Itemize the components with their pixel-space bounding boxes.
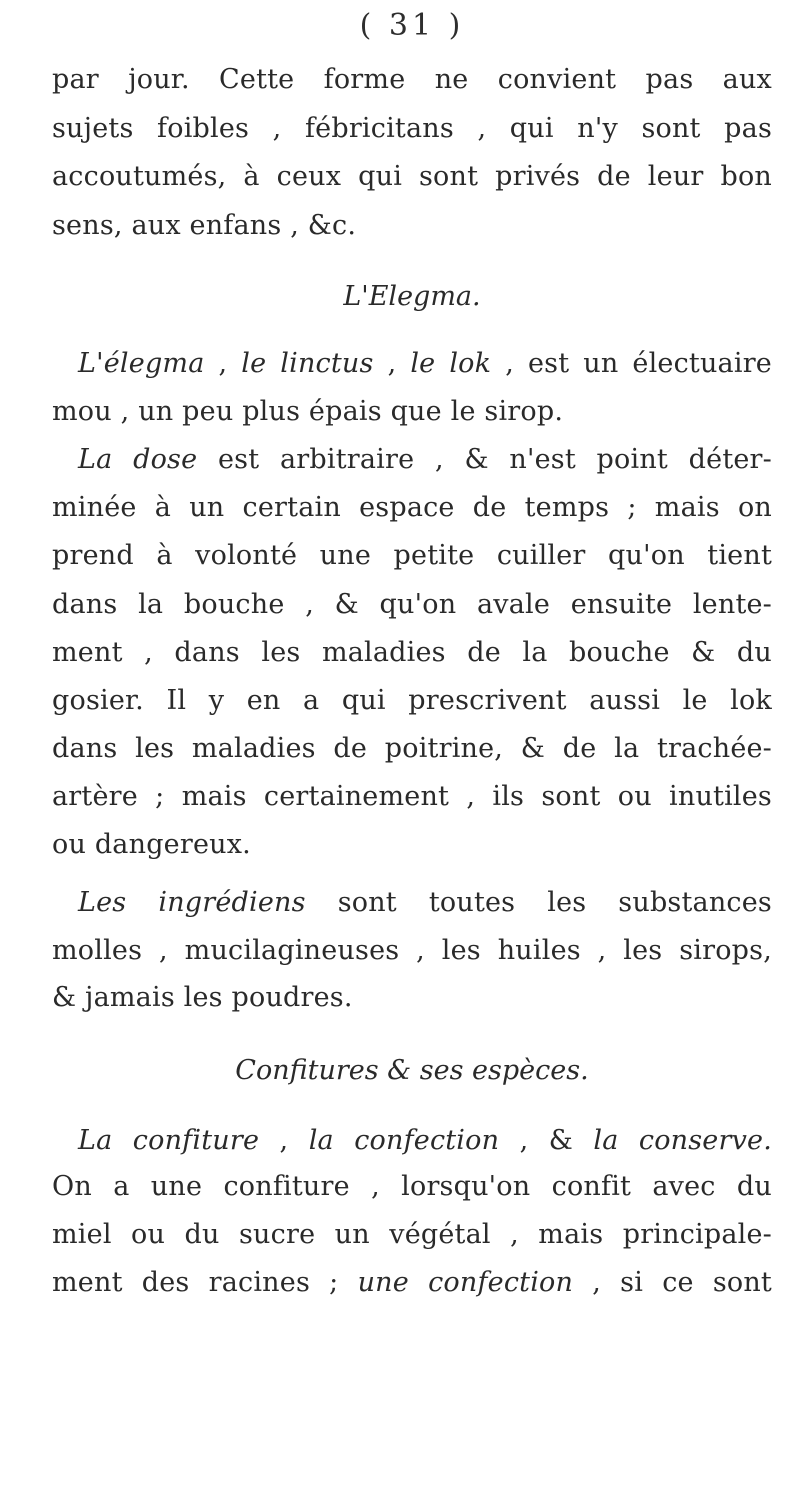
text-line: dans les maladies de poitrine, & de la trachée-: [52, 733, 772, 764]
term-confiture: La confiture: [78, 1125, 260, 1156]
term-conserve: la conserve.: [593, 1125, 773, 1156]
text-line: [78, 443, 772, 477]
text-run: est arbitraire , & n'est point déter-: [197, 444, 772, 475]
text-line: prend à volonté une petite cuiller qu'on tient: [52, 540, 772, 571]
term-confection: la confection: [308, 1125, 500, 1156]
text-line: mou , un peu plus épais que le sirop.: [52, 396, 564, 427]
text-line: minée à un certain espace de temps ; mais on: [52, 492, 772, 523]
separator: ,: [259, 1125, 309, 1156]
text-line: gosier. Il y en a qui prescrivent aussi le lok: [52, 685, 772, 716]
text-line: dans la bouche , & qu'on avale ensuite lente-: [52, 589, 772, 620]
separator: ,: [373, 348, 411, 379]
text-line: [52, 1266, 772, 1300]
term-elegma: L'élegma: [78, 348, 205, 379]
separator: ,: [204, 348, 242, 379]
text-line: artère ; mais certainement , ils sont ou inutiles: [52, 781, 772, 812]
text-line: ou dangereux.: [52, 829, 251, 860]
term-lok: le lok: [410, 348, 492, 379]
text-line: miel ou du sucre un végétal , mais principale-: [52, 1219, 772, 1250]
text-line: molles , mucilagineuses , les huiles , les sirops,: [52, 935, 772, 966]
text-line: par jour. Cette forme ne convient pas aux: [52, 64, 772, 95]
term-ingrediens: Les ingrédiens: [78, 887, 306, 918]
term-dose: La dose: [78, 444, 198, 475]
text-line: On a une confiture , lorsqu'on confit avec du: [52, 1171, 772, 1202]
text-line: & jamais les poudres.: [52, 982, 353, 1013]
text-line: ment , dans les maladies de la bouche & du: [52, 637, 772, 668]
section-heading-elegma: L'Elegma.: [343, 281, 481, 312]
text-line: [78, 886, 772, 920]
text-run: sont toutes les substances: [305, 887, 772, 918]
term-linctus: le linctus: [241, 348, 374, 379]
term-confection: une confection: [357, 1267, 574, 1298]
text-line: accoutumés, à ceux qui sont privés de leur bon: [52, 161, 772, 192]
separator: , &: [499, 1125, 594, 1156]
book-page: [52, 0, 772, 1485]
text-line: sens, aux enfans , &c.: [52, 210, 357, 241]
text-run: ment des racines ;: [52, 1267, 358, 1298]
page-number: ( 31 ): [359, 8, 465, 43]
text-line: sujets foibles , fébricitans , qui n'y sont pas: [52, 113, 772, 144]
text-line: [78, 1124, 772, 1158]
text-run: , est un électuaire: [491, 348, 772, 379]
text-line: [78, 347, 772, 381]
text-run: , si ce sont: [573, 1267, 772, 1298]
section-heading-confitures: Confitures & ses espèces.: [235, 1055, 589, 1086]
